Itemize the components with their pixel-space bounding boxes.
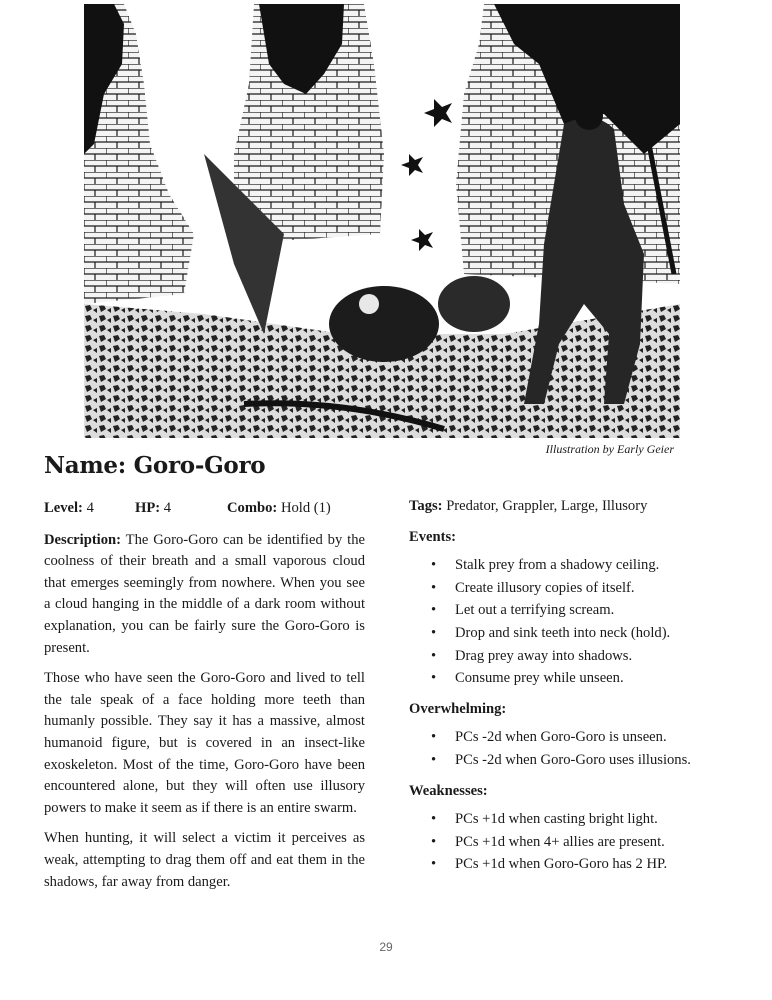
list-item: • PCs +1d when Goro-Goro has 2 HP. [409, 853, 739, 876]
list-item: • PCs +1d when 4+ allies are present. [409, 831, 739, 854]
hunting-paragraph: When hunting, it will select a victim it perceives as weak, attempting to drag them off and eat them in the shadows, far away from danger. [44, 830, 365, 890]
list-item: • PCs -2d when Goro-Goro uses illusions. [409, 749, 739, 772]
stat-value: Hold (1) [280, 500, 331, 516]
tags-line [409, 495, 739, 518]
list-item: • Create illusory copies of itself. [409, 577, 739, 600]
stat-value: 4 [163, 500, 172, 516]
list-item: • Stalk prey from a shadowy ceiling. [409, 554, 739, 577]
list-item: • Drag prey away into shadows. [409, 645, 739, 668]
list-item: • PCs -2d when Goro-Goro is unseen. [409, 726, 739, 749]
stat-level [44, 498, 135, 520]
description-text: The Goro-Goro can be identified by the coolness of their breath and a small vaporous cloud that emerges seemingly from nowhere. When you see a cloud hanging in the middle of a dark room without explanation, you can be fairly sure the Goro-Goro is present. [44, 531, 365, 656]
overwhelming-heading: Overwhelming: [409, 700, 507, 717]
stat-hp [135, 498, 227, 520]
tags-label: Tags: [409, 498, 443, 514]
stat-label: Level: [44, 500, 83, 516]
stat-combo [227, 498, 331, 520]
list-item: • Consume prey while unseen. [409, 667, 739, 690]
list-item: • Let out a terrifying scream. [409, 599, 739, 622]
stat-row [44, 498, 365, 520]
stat-label: Combo: [227, 500, 278, 516]
weaknesses-heading: Weaknesses: [409, 782, 488, 799]
events-list [409, 554, 739, 690]
lore-paragraph: Those who have seen the Goro-Goro and lived to tell the tale speak of a face holding more teeth than humanly possible. They say it has a massive, almost humanoid figure, but is covered in an insect-like exoskeleton. Most of the time, Goro-Goro have been encountered alone, but they will often use illusory powers to make it seem as if there is an entire swarm. [44, 670, 365, 816]
illustration-credit: Illustration by Early Geier [545, 442, 674, 456]
stat-label: HP: [135, 500, 161, 516]
page-title: Name: Goro-Goro [44, 452, 266, 479]
right-column [409, 495, 739, 884]
events-heading: Events: [409, 528, 457, 545]
left-column [44, 498, 365, 902]
overwhelming-list [409, 726, 739, 771]
illustration [84, 4, 680, 438]
description-paragraph [44, 530, 365, 660]
description-label: Description: [44, 531, 122, 548]
ruins-illustration [84, 4, 680, 438]
page-number: 29 [379, 940, 393, 954]
list-item: • Drop and sink teeth into neck (hold). [409, 622, 739, 645]
tags-value: Predator, Grappler, Large, Illusory [446, 498, 648, 514]
weaknesses-list [409, 808, 739, 876]
stat-value: 4 [86, 500, 94, 516]
list-item: • PCs +1d when casting bright light. [409, 808, 739, 831]
